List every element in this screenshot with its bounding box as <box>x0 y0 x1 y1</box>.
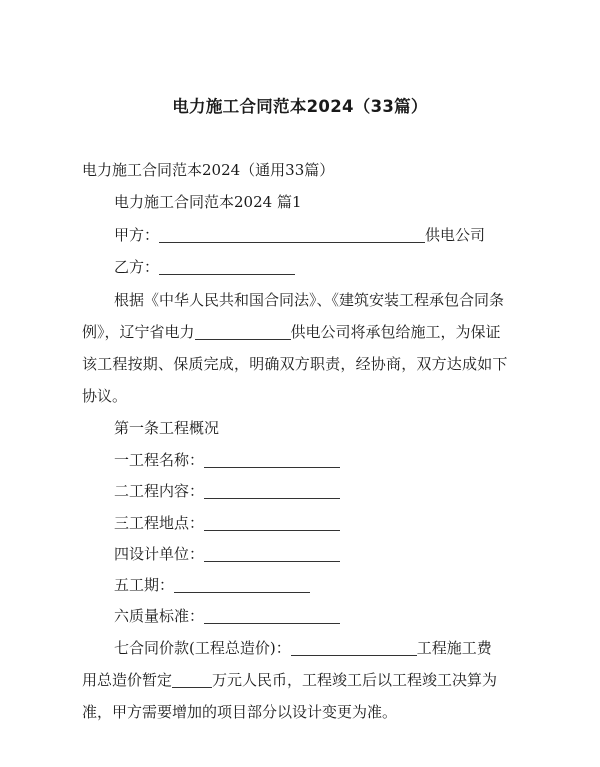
field-design-unit-label: 四设计单位： <box>114 545 205 563</box>
para1-line2-post: 供电公司将承包给施工，为保证 <box>290 323 501 341</box>
para1-line1: 根据《中华人民共和国合同法》、《建筑安装工程承包合同条 <box>114 291 505 309</box>
para1-line2-pre: 例》，辽宁省电力 <box>82 323 195 341</box>
total-cost-blank[interactable] <box>291 640 417 656</box>
para1-line4: 协议。 <box>82 387 128 405</box>
para1-line3: 该工程按期、保质完成，明确双方职责，经协商，双方达成如下 <box>82 355 508 373</box>
para2-line3: 准，甲方需要增加的项目部分以设计变更为准。 <box>82 703 398 721</box>
field-project-name-label: 一工程名称： <box>114 451 205 469</box>
party-b-label: 乙方： <box>114 258 160 276</box>
para2-line1-post: 工程施工费 <box>416 639 492 657</box>
project-content-blank[interactable] <box>204 483 340 499</box>
amount-blank[interactable] <box>172 672 212 688</box>
field-quality-label: 六质量标准： <box>114 607 205 625</box>
project-location-blank[interactable] <box>204 515 340 531</box>
para2-line1-pre: 七合同价款(工程总造价)： <box>114 639 291 657</box>
field-project-content-label: 二工程内容： <box>114 482 205 500</box>
field-project-location-label: 三工程地点： <box>114 514 205 532</box>
field-project-content <box>114 481 340 501</box>
section-heading: 电力施工合同范本2024 篇1 <box>114 193 302 211</box>
para2-line2 <box>82 670 497 690</box>
period-blank[interactable] <box>174 577 310 593</box>
party-a-label: 甲方： <box>114 226 160 244</box>
field-design-unit <box>114 544 340 564</box>
party-b-blank[interactable] <box>159 259 295 275</box>
party-b-line <box>114 257 295 277</box>
field-quality <box>114 606 340 626</box>
para2-line2-post: 万元人民币，工程竣工后以工程竣工决算为 <box>212 671 498 689</box>
field-project-name <box>114 450 340 470</box>
article1-heading: 第一条工程概况 <box>114 419 220 437</box>
field-project-location <box>114 513 340 533</box>
field-period <box>114 575 310 595</box>
party-a-suffix: 供电公司 <box>425 226 486 244</box>
project-name-blank[interactable] <box>204 452 340 468</box>
design-unit-blank[interactable] <box>204 546 340 562</box>
para2-line1 <box>114 638 492 658</box>
para1-line2 <box>82 322 501 342</box>
document-subtitle: 电力施工合同范本2024（通用33篇） <box>82 161 335 179</box>
power-company-blank[interactable] <box>195 324 291 340</box>
party-a-line <box>114 225 485 245</box>
document-title: 电力施工合同范本2024（33篇） <box>172 97 428 116</box>
field-period-label: 五工期： <box>114 576 175 594</box>
party-a-blank[interactable] <box>159 227 425 243</box>
para2-line2-pre: 用总造价暂定 <box>82 671 173 689</box>
quality-blank[interactable] <box>204 608 340 624</box>
